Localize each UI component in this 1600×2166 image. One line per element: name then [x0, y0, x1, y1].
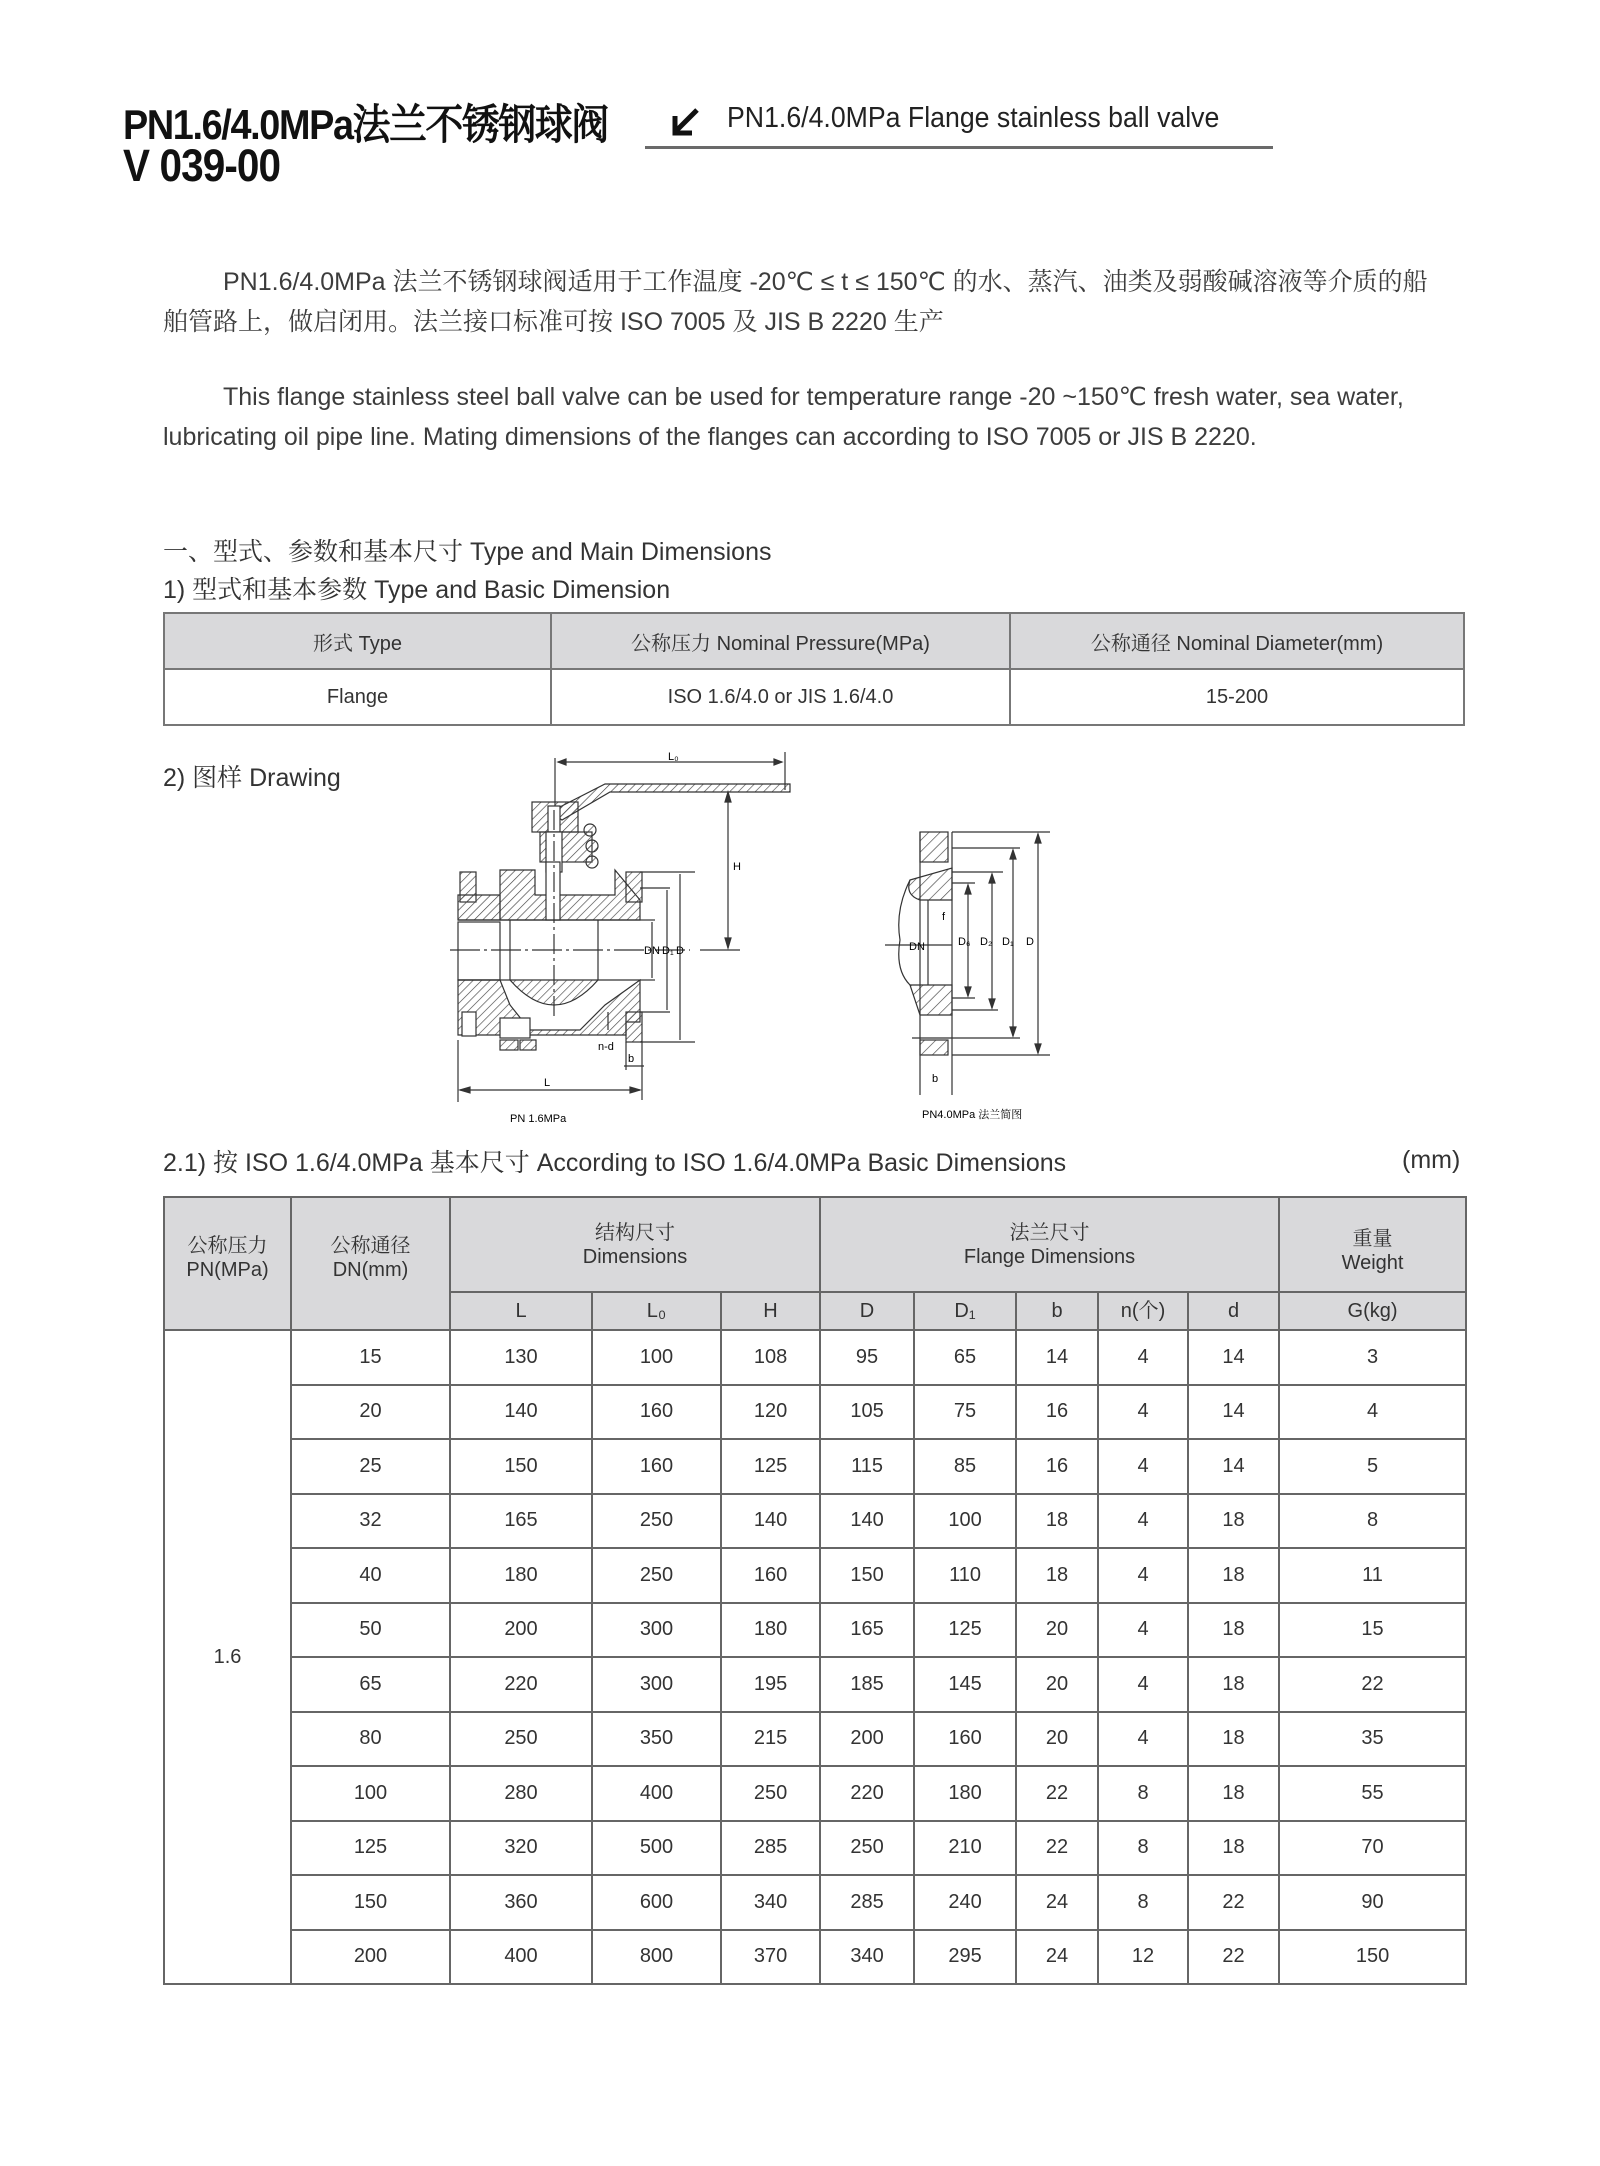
header-weight-en: Weight [1341, 1251, 1404, 1274]
cell-G: 35 [1279, 1712, 1466, 1767]
cell-D1: 110 [914, 1548, 1016, 1603]
header-dn [291, 1197, 450, 1330]
cell-n: 4 [1098, 1330, 1188, 1385]
label-D1-flange: D₁ [1002, 936, 1014, 948]
cell-d: 18 [1188, 1712, 1279, 1767]
cell-d: 18 [1188, 1603, 1279, 1658]
cell-D: 150 [820, 1548, 914, 1603]
subheading-drawing: 2) 图样 Drawing [163, 764, 341, 792]
cell-n: 8 [1098, 1821, 1188, 1876]
cell-G: 3 [1279, 1330, 1466, 1385]
col-nominal-diameter: 公称通径 Nominal Diameter(mm) [1010, 613, 1464, 669]
cell-G: 90 [1279, 1875, 1466, 1930]
cell-d: 18 [1188, 1766, 1279, 1821]
label-b: b [628, 1053, 635, 1065]
cell-dn: 125 [291, 1821, 450, 1876]
cell-D1: 210 [914, 1821, 1016, 1876]
cell-H: 340 [721, 1875, 820, 1930]
cell-dn: 100 [291, 1766, 450, 1821]
cell-d: 14 [1188, 1330, 1279, 1385]
cell-L0: 400 [592, 1766, 721, 1821]
col-n: n(个) [1098, 1292, 1188, 1330]
cell-n: 8 [1098, 1766, 1188, 1821]
page-title-cn: PN1.6/4.0MPa法兰不锈钢球阀 [123, 101, 608, 148]
label-L0: L₀ [668, 751, 679, 763]
cell-n: 8 [1098, 1875, 1188, 1930]
cell-D1: 295 [914, 1930, 1016, 1985]
cell-G: 70 [1279, 1821, 1466, 1876]
type-table-header [164, 613, 1464, 669]
cell-L: 280 [450, 1766, 592, 1821]
cell-D: 220 [820, 1766, 914, 1821]
label-D1: D₁ [662, 945, 674, 957]
cell-L0: 160 [592, 1439, 721, 1494]
intro-en-line1: This flange stainless steel ball valve can be used for temperature range -20 ~150℃ fresh water, sea water, [223, 383, 1404, 411]
english-title-banner [645, 98, 1273, 149]
cell-L0: 300 [592, 1603, 721, 1658]
label-D6: D₆ [958, 936, 971, 948]
unit-label: (mm) [1402, 1146, 1461, 1174]
col-G: G(kg) [1279, 1292, 1466, 1330]
cell-d: 22 [1188, 1875, 1279, 1930]
label-f: f [942, 911, 946, 923]
cell-n: 4 [1098, 1439, 1188, 1494]
cell-pn: 1.6 [164, 1330, 291, 1984]
cell-dn: 200 [291, 1930, 450, 1985]
cell-L: 180 [450, 1548, 592, 1603]
cell-b: 24 [1016, 1875, 1098, 1930]
cell-d: 14 [1188, 1385, 1279, 1440]
cell-H: 120 [721, 1385, 820, 1440]
label-H: H [733, 861, 741, 873]
cell-n: 4 [1098, 1494, 1188, 1549]
col-d: d [1188, 1292, 1279, 1330]
cell-L0: 300 [592, 1657, 721, 1712]
cell-b: 20 [1016, 1603, 1098, 1658]
cell-L0: 100 [592, 1330, 721, 1385]
table-row [164, 1712, 1466, 1767]
cell-H: 370 [721, 1930, 820, 1985]
cell-D: 115 [820, 1439, 914, 1494]
header-dn-en: DN(mm) [332, 1259, 409, 1281]
cell-d: 18 [1188, 1821, 1279, 1876]
col-D1: D₁ [914, 1292, 1016, 1330]
subheading-type-basic: 1) 型式和基本参数 Type and Basic Dimension [163, 576, 671, 604]
label-D-flange: D [1026, 936, 1034, 948]
cell-pressure: ISO 1.6/4.0 or JIS 1.6/4.0 [551, 669, 1010, 725]
cell-G: 150 [1279, 1930, 1466, 1985]
cell-L: 165 [450, 1494, 592, 1549]
col-b: b [1016, 1292, 1098, 1330]
cell-D1: 240 [914, 1875, 1016, 1930]
cell-D: 200 [820, 1712, 914, 1767]
arrow-down-left-icon [669, 106, 701, 138]
cell-G: 8 [1279, 1494, 1466, 1549]
intro-en [163, 377, 1465, 457]
cell-d: 22 [1188, 1930, 1279, 1985]
table-header-row-groups [164, 1197, 1466, 1292]
cell-dn: 50 [291, 1603, 450, 1658]
page-title-en: PN1.6/4.0MPa Flange stainless ball valve [727, 102, 1220, 134]
label-nd: n-d [598, 1041, 614, 1053]
header-pn [164, 1197, 291, 1330]
col-L0: L₀ [592, 1292, 721, 1330]
cell-b: 16 [1016, 1385, 1098, 1440]
cell-D: 105 [820, 1385, 914, 1440]
cell-b: 16 [1016, 1439, 1098, 1494]
cell-L: 360 [450, 1875, 592, 1930]
cell-d: 18 [1188, 1548, 1279, 1603]
cell-H: 250 [721, 1766, 820, 1821]
label-D: D [676, 945, 684, 957]
cell-n: 12 [1098, 1930, 1188, 1985]
col-L: L [450, 1292, 592, 1330]
cell-dn: 65 [291, 1657, 450, 1712]
cell-L0: 800 [592, 1930, 721, 1985]
label-DN: DN [644, 945, 660, 957]
cell-n: 4 [1098, 1603, 1188, 1658]
cell-D1: 160 [914, 1712, 1016, 1767]
cell-L: 400 [450, 1930, 592, 1985]
table-row [164, 1385, 1466, 1440]
cell-H: 140 [721, 1494, 820, 1549]
cell-b: 22 [1016, 1821, 1098, 1876]
header-flange-dimensions [820, 1197, 1279, 1292]
intro-cn [163, 262, 1465, 342]
cell-d: 18 [1188, 1657, 1279, 1712]
cell-L0: 500 [592, 1821, 721, 1876]
cell-dn: 15 [291, 1330, 450, 1385]
cell-G: 4 [1279, 1385, 1466, 1440]
cell-H: 125 [721, 1439, 820, 1494]
cell-D1: 125 [914, 1603, 1016, 1658]
cell-L: 250 [450, 1712, 592, 1767]
cell-L: 150 [450, 1439, 592, 1494]
cell-b: 14 [1016, 1330, 1098, 1385]
table-row [164, 1494, 1466, 1549]
table-row [164, 1330, 1466, 1385]
header-dims-cn: 结构尺寸 [595, 1221, 676, 1244]
cell-D1: 100 [914, 1494, 1016, 1549]
header-pn-en: PN(MPa) [186, 1259, 269, 1281]
left-drawing-caption: PN 1.6MPa [510, 1113, 567, 1125]
ball-valve-drawing [440, 750, 800, 1130]
label-L: L [544, 1077, 551, 1089]
table-row [164, 1439, 1466, 1494]
cell-H: 215 [721, 1712, 820, 1767]
col-D: D [820, 1292, 914, 1330]
cell-D1: 145 [914, 1657, 1016, 1712]
cell-dn: 80 [291, 1712, 450, 1767]
cell-D: 340 [820, 1930, 914, 1985]
cell-H: 195 [721, 1657, 820, 1712]
intro-cn-line2: 舶管路上，做启闭用。法兰接口标准可按 ISO 7005 及 JIS B 2220 生产 [163, 308, 944, 336]
cell-L: 140 [450, 1385, 592, 1440]
cell-n: 4 [1098, 1657, 1188, 1712]
cell-L0: 160 [592, 1385, 721, 1440]
label-D2: D₂ [980, 936, 993, 948]
cell-D1: 65 [914, 1330, 1016, 1385]
cell-dn: 25 [291, 1439, 450, 1494]
cell-D1: 85 [914, 1439, 1016, 1494]
table-row [164, 1875, 1466, 1930]
label-DN-flange: DN [909, 941, 925, 953]
cell-L0: 250 [592, 1494, 721, 1549]
cell-dn: 32 [291, 1494, 450, 1549]
cell-G: 11 [1279, 1548, 1466, 1603]
col-nominal-pressure: 公称压力 Nominal Pressure(MPa) [551, 613, 1010, 669]
cell-n: 4 [1098, 1548, 1188, 1603]
cell-b: 20 [1016, 1712, 1098, 1767]
cell-D: 165 [820, 1603, 914, 1658]
table-row [164, 1930, 1466, 1985]
cell-b: 20 [1016, 1657, 1098, 1712]
cell-dn: 20 [291, 1385, 450, 1440]
label-b-flange: b [932, 1073, 939, 1085]
right-drawing-caption: PN4.0MPa 法兰简图 [922, 1109, 1023, 1121]
cell-L: 220 [450, 1657, 592, 1712]
table-row [164, 1821, 1466, 1876]
header-weight-cn: 重量 [1352, 1227, 1393, 1250]
table-row [164, 1657, 1466, 1712]
cell-L: 200 [450, 1603, 592, 1658]
cell-dn: 150 [291, 1875, 450, 1930]
cell-b: 24 [1016, 1930, 1098, 1985]
cell-dn: 40 [291, 1548, 450, 1603]
intro-en-line2: lubricating oil pipe line. Mating dimensions of the flanges can according to ISO 7005 or JIS B 2220. [163, 423, 1257, 451]
cell-b: 18 [1016, 1494, 1098, 1549]
cell-L0: 600 [592, 1875, 721, 1930]
cell-L: 130 [450, 1330, 592, 1385]
cell-type: Flange [164, 669, 551, 725]
cell-G: 22 [1279, 1657, 1466, 1712]
cell-G: 15 [1279, 1603, 1466, 1658]
cell-n: 4 [1098, 1712, 1188, 1767]
cell-H: 160 [721, 1548, 820, 1603]
cell-n: 4 [1098, 1385, 1188, 1440]
type-table [163, 612, 1465, 726]
cell-H: 180 [721, 1603, 820, 1658]
cell-L: 320 [450, 1821, 592, 1876]
cell-d: 14 [1188, 1439, 1279, 1494]
section-heading-main-dimensions: 一、型式、参数和基本尺寸 Type and Main Dimensions [163, 538, 772, 566]
header-dimensions [450, 1197, 820, 1292]
header-flange-en: Flange Dimensions [963, 1245, 1136, 1268]
header-pn-cn: 公称压力 [187, 1235, 268, 1257]
cell-H: 285 [721, 1821, 820, 1876]
cell-G: 5 [1279, 1439, 1466, 1494]
cell-D1: 75 [914, 1385, 1016, 1440]
cell-D: 185 [820, 1657, 914, 1712]
header-dims-en: Dimensions [582, 1245, 688, 1268]
model-number: V 039-00 [123, 140, 281, 191]
section-heading-basic-dimensions: 2.1) 按 ISO 1.6/4.0MPa 基本尺寸 According to ISO 1.6/4.0MPa Basic Dimensions [163, 1149, 1067, 1177]
col-type: 形式 Type [164, 613, 551, 669]
table-row [164, 1766, 1466, 1821]
flange-drawing [860, 810, 1100, 1130]
header-flange-cn: 法兰尺寸 [1009, 1221, 1090, 1244]
cell-D: 95 [820, 1330, 914, 1385]
cell-L0: 250 [592, 1548, 721, 1603]
table-row [164, 1603, 1466, 1658]
dimensions-table [163, 1196, 1467, 1985]
header-dn-cn: 公称通径 [330, 1235, 411, 1257]
cell-b: 22 [1016, 1766, 1098, 1821]
intro-cn-line1: PN1.6/4.0MPa 法兰不锈钢球阀适用于工作温度 -20℃ ≤ t ≤ 150℃ 的水、蒸汽、油类及弱酸碱溶液等介质的船 [223, 268, 1428, 296]
cell-L0: 350 [592, 1712, 721, 1767]
cell-D1: 180 [914, 1766, 1016, 1821]
cell-D: 140 [820, 1494, 914, 1549]
table-row [164, 1548, 1466, 1603]
cell-G: 55 [1279, 1766, 1466, 1821]
table-row [164, 669, 1464, 725]
cell-d: 18 [1188, 1494, 1279, 1549]
cell-b: 18 [1016, 1548, 1098, 1603]
header-weight [1279, 1197, 1466, 1292]
col-H: H [721, 1292, 820, 1330]
cell-D: 285 [820, 1875, 914, 1930]
cell-diameter: 15-200 [1010, 669, 1464, 725]
cell-D: 250 [820, 1821, 914, 1876]
cell-H: 108 [721, 1330, 820, 1385]
